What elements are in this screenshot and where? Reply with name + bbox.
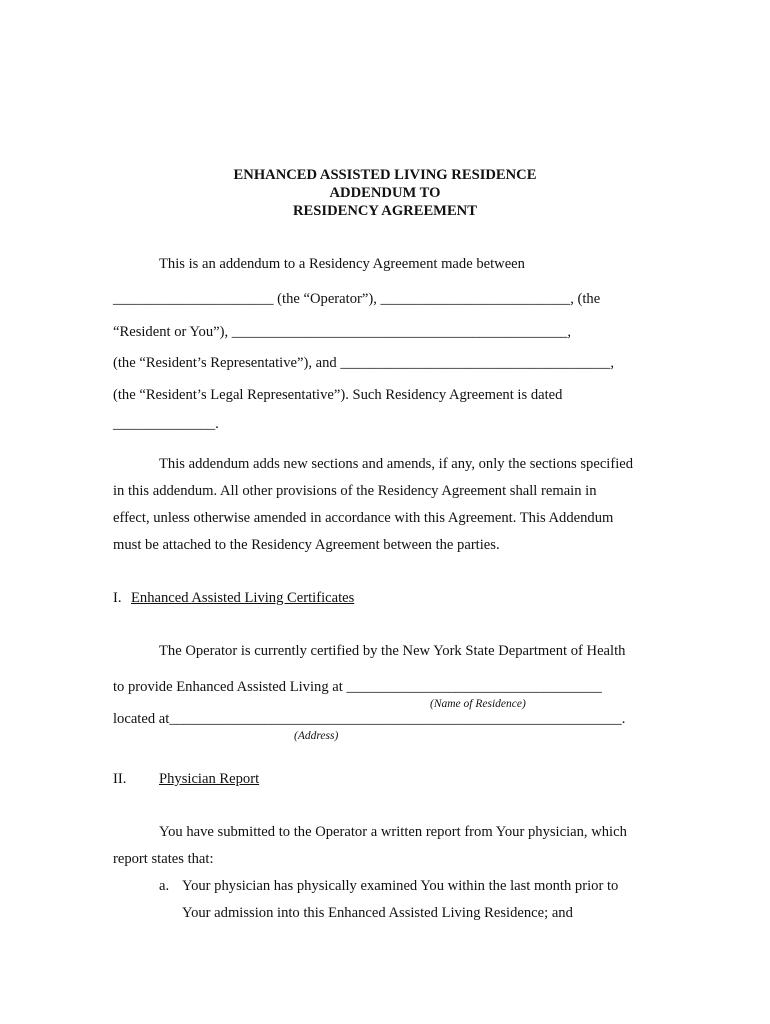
paragraph-2-line-3: effect, unless otherwise amended in accordance with this Agreement. This Addendum <box>113 510 614 526</box>
legal-representative-line: (the “Resident’s Legal Representative”). Such Residency Agreement is dated <box>113 387 563 403</box>
paragraph-2-line-1: This addendum adds new sections and amends, if any, only the sections specified <box>159 456 634 472</box>
section-2-line-1: You have submitted to the Operator a written report from Your physician, which <box>159 824 627 840</box>
paragraph-2-line-2: in this addendum. All other provisions of the Residency Agreement shall remain in <box>113 483 597 499</box>
section-1-heading: Enhanced Assisted Living Certificates <box>131 590 355 606</box>
intro-lead: This is an addendum to a Residency Agreement made between <box>159 256 525 272</box>
document-title-line-3: RESIDENCY AGREEMENT <box>293 203 477 219</box>
section-1-line-2: to provide Enhanced Assisted Living at ___________________________________ <box>113 679 602 695</box>
section-1-line-3: located at______________________________________________________________. <box>113 711 626 727</box>
representative-line: (the “Resident’s Representative”), and _____________________________________, <box>113 355 614 371</box>
section-2-heading: Physician Report <box>159 771 260 787</box>
section-2-line-2: report states that: <box>113 851 214 867</box>
document-title-line-1: ENHANCED ASSISTED LIVING RESIDENCE <box>233 167 537 183</box>
item-a-line-2: Your admission into this Enhanced Assisted Living Residence; and <box>182 905 573 921</box>
paragraph-2-line-4: must be attached to the Residency Agreement between the parties. <box>113 537 500 553</box>
address-caption: (Address) <box>294 730 339 742</box>
agreement-date-line: ______________. <box>113 416 219 432</box>
item-a-line-1: Your physician has physically examined You within the last month prior to <box>182 878 619 894</box>
item-a-marker: a. <box>159 878 170 894</box>
operator-line: ______________________ (the “Operator”), __________________________, (the <box>113 291 601 307</box>
section-1-line-1: The Operator is currently certified by the New York State Department of Health <box>159 643 626 659</box>
name-of-residence-caption: (Name of Residence) <box>430 698 526 710</box>
resident-line: “Resident or You”), ______________________________________________, <box>113 324 572 340</box>
section-1-number: I. <box>113 590 122 606</box>
document-title-line-2: ADDENDUM TO <box>329 185 441 201</box>
section-2-number: II. <box>113 771 127 787</box>
